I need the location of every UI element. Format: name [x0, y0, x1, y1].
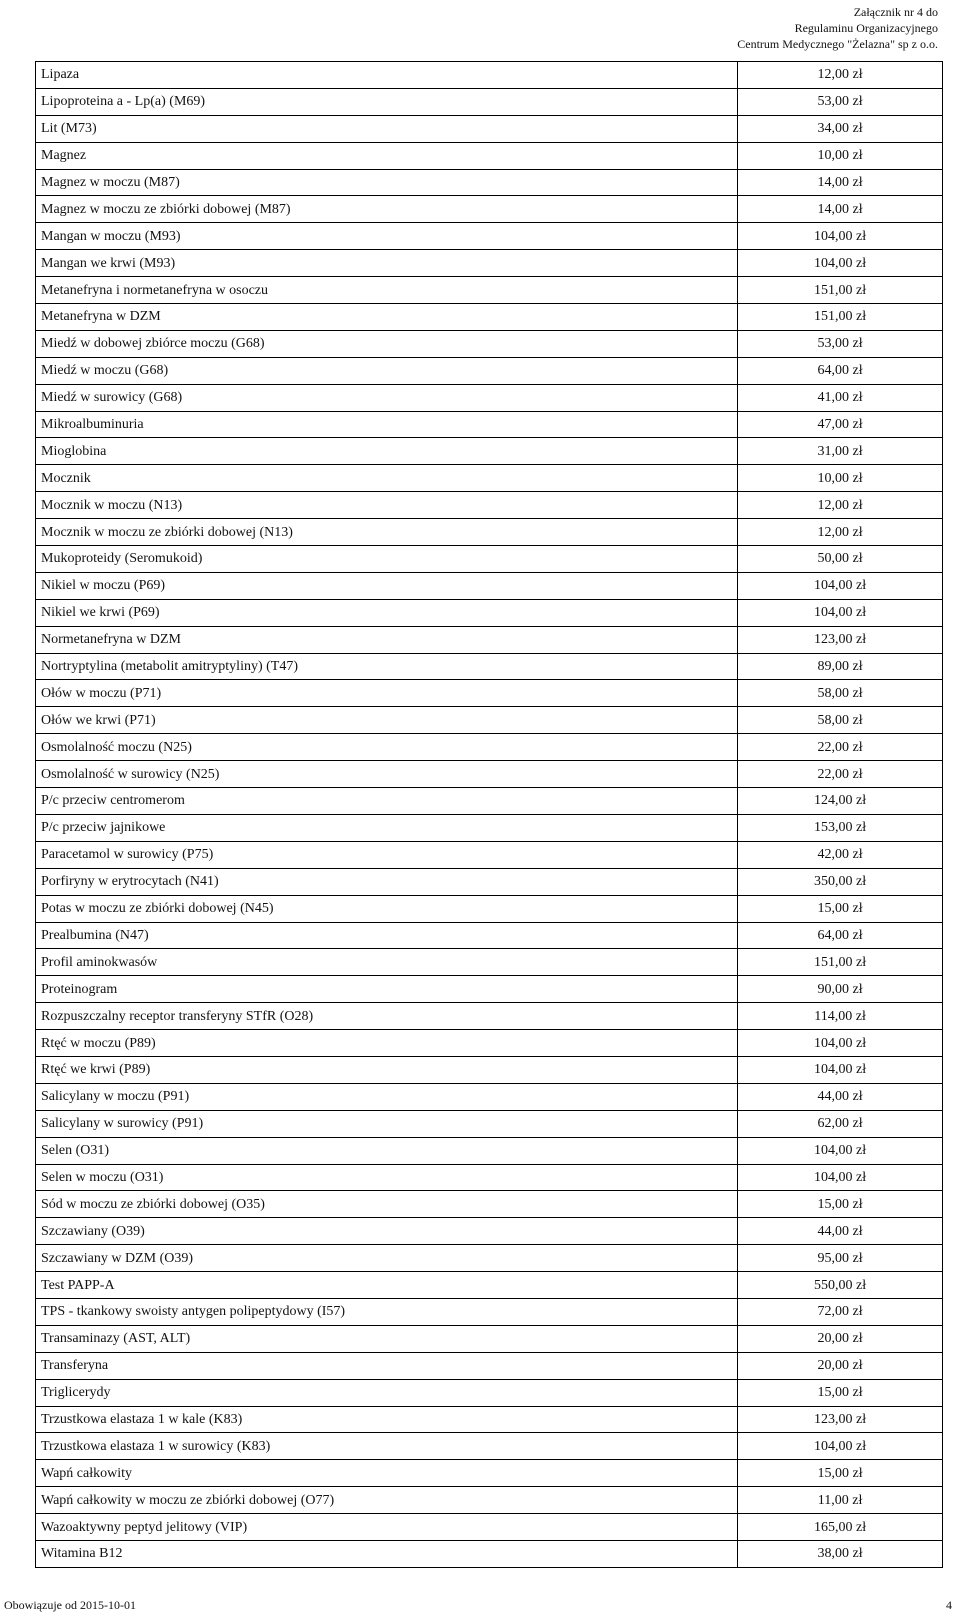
- price-cell: 350,00 zł: [738, 868, 943, 895]
- test-name-cell: Mocznik w moczu (N13): [36, 492, 738, 519]
- test-name-cell: Szczawiany (O39): [36, 1218, 738, 1245]
- table-row: [36, 814, 943, 841]
- table-row: [36, 1406, 943, 1433]
- table-row: [36, 115, 943, 142]
- test-name-cell: Mangan we krwi (M93): [36, 250, 738, 277]
- header-line-2: Regulaminu Organizacyjnego: [794, 21, 938, 35]
- test-name-cell: Mikroalbuminuria: [36, 411, 738, 438]
- price-cell: 104,00 zł: [738, 1433, 943, 1460]
- price-cell: 53,00 zł: [738, 330, 943, 357]
- table-row: [36, 895, 943, 922]
- test-name-cell: Miedź w moczu (G68): [36, 357, 738, 384]
- table-row: [36, 761, 943, 788]
- test-name-cell: Transferyna: [36, 1352, 738, 1379]
- table-row: [36, 734, 943, 761]
- price-cell: 15,00 zł: [738, 1191, 943, 1218]
- test-name-cell: Mioglobina: [36, 438, 738, 465]
- price-cell: 44,00 zł: [738, 1218, 943, 1245]
- test-name-cell: Nikiel we krwi (P69): [36, 599, 738, 626]
- table-row: [36, 169, 943, 196]
- table-row: [36, 196, 943, 223]
- price-cell: 12,00 zł: [738, 519, 943, 546]
- price-cell: 20,00 zł: [738, 1325, 943, 1352]
- table-row: [36, 1110, 943, 1137]
- test-name-cell: P/c przeciw jajnikowe: [36, 814, 738, 841]
- price-cell: 14,00 zł: [738, 196, 943, 223]
- table-row: [36, 1379, 943, 1406]
- table-row: [36, 599, 943, 626]
- table-row: [36, 626, 943, 653]
- test-name-cell: Trzustkowa elastaza 1 w kale (K83): [36, 1406, 738, 1433]
- test-name-cell: Salicylany w surowicy (P91): [36, 1110, 738, 1137]
- table-row: [36, 572, 943, 599]
- table-row: [36, 519, 943, 546]
- price-cell: 31,00 zł: [738, 438, 943, 465]
- test-name-cell: Mocznik: [36, 465, 738, 492]
- table-row: [36, 1433, 943, 1460]
- test-name-cell: Rtęć w moczu (P89): [36, 1030, 738, 1057]
- header-line-1: Załącznik nr 4 do: [853, 5, 938, 19]
- price-cell: 10,00 zł: [738, 142, 943, 169]
- price-cell: 38,00 zł: [738, 1540, 943, 1567]
- table-row: [36, 653, 943, 680]
- price-cell: 153,00 zł: [738, 814, 943, 841]
- test-name-cell: Nikiel w moczu (P69): [36, 572, 738, 599]
- test-name-cell: Lipoproteina a - Lp(a) (M69): [36, 88, 738, 115]
- table-row: [36, 411, 943, 438]
- test-name-cell: Selen w moczu (O31): [36, 1164, 738, 1191]
- price-cell: 50,00 zł: [738, 546, 943, 573]
- document-header: [737, 4, 938, 52]
- price-cell: 22,00 zł: [738, 734, 943, 761]
- test-name-cell: Test PAPP-A: [36, 1272, 738, 1299]
- price-cell: 104,00 zł: [738, 1030, 943, 1057]
- page-number: 4: [946, 1598, 952, 1612]
- table-row: [36, 1272, 943, 1299]
- test-name-cell: Wapń całkowity w moczu ze zbiórki dobowej (O77): [36, 1487, 738, 1514]
- price-cell: 89,00 zł: [738, 653, 943, 680]
- table-row: [36, 1460, 943, 1487]
- test-name-cell: Rtęć we krwi (P89): [36, 1056, 738, 1083]
- test-name-cell: Wapń całkowity: [36, 1460, 738, 1487]
- test-name-cell: Magnez w moczu (M87): [36, 169, 738, 196]
- table-row: [36, 330, 943, 357]
- price-cell: 44,00 zł: [738, 1083, 943, 1110]
- price-table: [35, 61, 943, 1568]
- table-row: [36, 1487, 943, 1514]
- price-cell: 104,00 zł: [738, 572, 943, 599]
- table-row: [36, 62, 943, 89]
- price-cell: 114,00 zł: [738, 1003, 943, 1030]
- table-row: [36, 1352, 943, 1379]
- test-name-cell: Miedź w dobowej zbiórce moczu (G68): [36, 330, 738, 357]
- test-name-cell: Szczawiany w DZM (O39): [36, 1245, 738, 1272]
- table-row: [36, 841, 943, 868]
- table-row: [36, 438, 943, 465]
- header-line-3: Centrum Medycznego "Żelazna" sp z o.o.: [737, 37, 938, 51]
- test-name-cell: Sód w moczu ze zbiórki dobowej (O35): [36, 1191, 738, 1218]
- table-row: [36, 492, 943, 519]
- price-cell: 104,00 zł: [738, 250, 943, 277]
- test-name-cell: Metanefryna i normetanefryna w osoczu: [36, 277, 738, 304]
- price-cell: 104,00 zł: [738, 1164, 943, 1191]
- price-cell: 104,00 zł: [738, 1137, 943, 1164]
- test-name-cell: TPS - tkankowy swoisty antygen polipeptydowy (I57): [36, 1298, 738, 1325]
- table-row: [36, 922, 943, 949]
- test-name-cell: Potas w moczu ze zbiórki dobowej (N45): [36, 895, 738, 922]
- test-name-cell: Mukoproteidy (Seromukoid): [36, 546, 738, 573]
- table-row: [36, 304, 943, 331]
- price-cell: 15,00 zł: [738, 1379, 943, 1406]
- table-row: [36, 680, 943, 707]
- test-name-cell: Normetanefryna w DZM: [36, 626, 738, 653]
- test-name-cell: Paracetamol w surowicy (P75): [36, 841, 738, 868]
- price-cell: 10,00 zł: [738, 465, 943, 492]
- test-name-cell: Mangan w moczu (M93): [36, 223, 738, 250]
- price-cell: 550,00 zł: [738, 1272, 943, 1299]
- price-cell: 95,00 zł: [738, 1245, 943, 1272]
- test-name-cell: Porfiryny w erytrocytach (N41): [36, 868, 738, 895]
- test-name-cell: Metanefryna w DZM: [36, 304, 738, 331]
- price-cell: 14,00 zł: [738, 169, 943, 196]
- test-name-cell: Magnez: [36, 142, 738, 169]
- price-cell: 64,00 zł: [738, 357, 943, 384]
- price-cell: 104,00 zł: [738, 599, 943, 626]
- table-row: [36, 1056, 943, 1083]
- price-cell: 104,00 zł: [738, 223, 943, 250]
- table-row: [36, 223, 943, 250]
- test-name-cell: Profil aminokwasów: [36, 949, 738, 976]
- price-cell: 12,00 zł: [738, 62, 943, 89]
- test-name-cell: Mocznik w moczu ze zbiórki dobowej (N13): [36, 519, 738, 546]
- table-row: [36, 1191, 943, 1218]
- price-cell: 15,00 zł: [738, 895, 943, 922]
- table-row: [36, 788, 943, 815]
- price-cell: 72,00 zł: [738, 1298, 943, 1325]
- table-row: [36, 250, 943, 277]
- price-cell: 11,00 zł: [738, 1487, 943, 1514]
- price-cell: 34,00 zł: [738, 115, 943, 142]
- test-name-cell: Osmolalność w surowicy (N25): [36, 761, 738, 788]
- test-name-cell: Witamina B12: [36, 1540, 738, 1567]
- test-name-cell: Selen (O31): [36, 1137, 738, 1164]
- table-row: [36, 1245, 943, 1272]
- table-row: [36, 1218, 943, 1245]
- price-cell: 58,00 zł: [738, 680, 943, 707]
- price-cell: 151,00 zł: [738, 949, 943, 976]
- price-cell: 151,00 zł: [738, 277, 943, 304]
- price-cell: 12,00 zł: [738, 492, 943, 519]
- test-name-cell: Magnez w moczu ze zbiórki dobowej (M87): [36, 196, 738, 223]
- table-row: [36, 1030, 943, 1057]
- table-row: [36, 949, 943, 976]
- test-name-cell: Triglicerydy: [36, 1379, 738, 1406]
- price-cell: 42,00 zł: [738, 841, 943, 868]
- test-name-cell: Ołów we krwi (P71): [36, 707, 738, 734]
- price-cell: 124,00 zł: [738, 788, 943, 815]
- test-name-cell: Transaminazy (AST, ALT): [36, 1325, 738, 1352]
- price-cell: 123,00 zł: [738, 626, 943, 653]
- test-name-cell: Wazoaktywny peptyd jelitowy (VIP): [36, 1514, 738, 1541]
- table-row: [36, 465, 943, 492]
- table-row: [36, 277, 943, 304]
- test-name-cell: Lit (M73): [36, 115, 738, 142]
- test-name-cell: P/c przeciw centromerom: [36, 788, 738, 815]
- table-row: [36, 357, 943, 384]
- table-row: [36, 546, 943, 573]
- table-row: [36, 384, 943, 411]
- table-row: [36, 88, 943, 115]
- test-name-cell: Nortryptylina (metabolit amitryptyliny) (T47): [36, 653, 738, 680]
- price-cell: 41,00 zł: [738, 384, 943, 411]
- test-name-cell: Miedź w surowicy (G68): [36, 384, 738, 411]
- price-table-body: [36, 62, 943, 1568]
- price-cell: 64,00 zł: [738, 922, 943, 949]
- test-name-cell: Trzustkowa elastaza 1 w surowicy (K83): [36, 1433, 738, 1460]
- test-name-cell: Prealbumina (N47): [36, 922, 738, 949]
- table-row: [36, 868, 943, 895]
- test-name-cell: Salicylany w moczu (P91): [36, 1083, 738, 1110]
- effective-date: Obowiązuje od 2015-10-01: [4, 1598, 136, 1612]
- table-row: [36, 707, 943, 734]
- price-cell: 47,00 zł: [738, 411, 943, 438]
- price-cell: 15,00 zł: [738, 1460, 943, 1487]
- table-row: [36, 1164, 943, 1191]
- price-cell: 90,00 zł: [738, 976, 943, 1003]
- test-name-cell: Lipaza: [36, 62, 738, 89]
- table-row: [36, 976, 943, 1003]
- price-cell: 62,00 zł: [738, 1110, 943, 1137]
- table-row: [36, 1083, 943, 1110]
- price-cell: 165,00 zł: [738, 1514, 943, 1541]
- table-row: [36, 1325, 943, 1352]
- table-row: [36, 1137, 943, 1164]
- test-name-cell: Osmolalność moczu (N25): [36, 734, 738, 761]
- table-row: [36, 1540, 943, 1567]
- test-name-cell: Proteinogram: [36, 976, 738, 1003]
- table-row: [36, 1514, 943, 1541]
- price-cell: 104,00 zł: [738, 1056, 943, 1083]
- price-cell: 151,00 zł: [738, 304, 943, 331]
- price-cell: 123,00 zł: [738, 1406, 943, 1433]
- test-name-cell: Ołów w moczu (P71): [36, 680, 738, 707]
- price-cell: 58,00 zł: [738, 707, 943, 734]
- test-name-cell: Rozpuszczalny receptor transferyny STfR (O28): [36, 1003, 738, 1030]
- table-row: [36, 1003, 943, 1030]
- price-cell: 22,00 zł: [738, 761, 943, 788]
- price-cell: 53,00 zł: [738, 88, 943, 115]
- table-row: [36, 1298, 943, 1325]
- table-row: [36, 142, 943, 169]
- price-cell: 20,00 zł: [738, 1352, 943, 1379]
